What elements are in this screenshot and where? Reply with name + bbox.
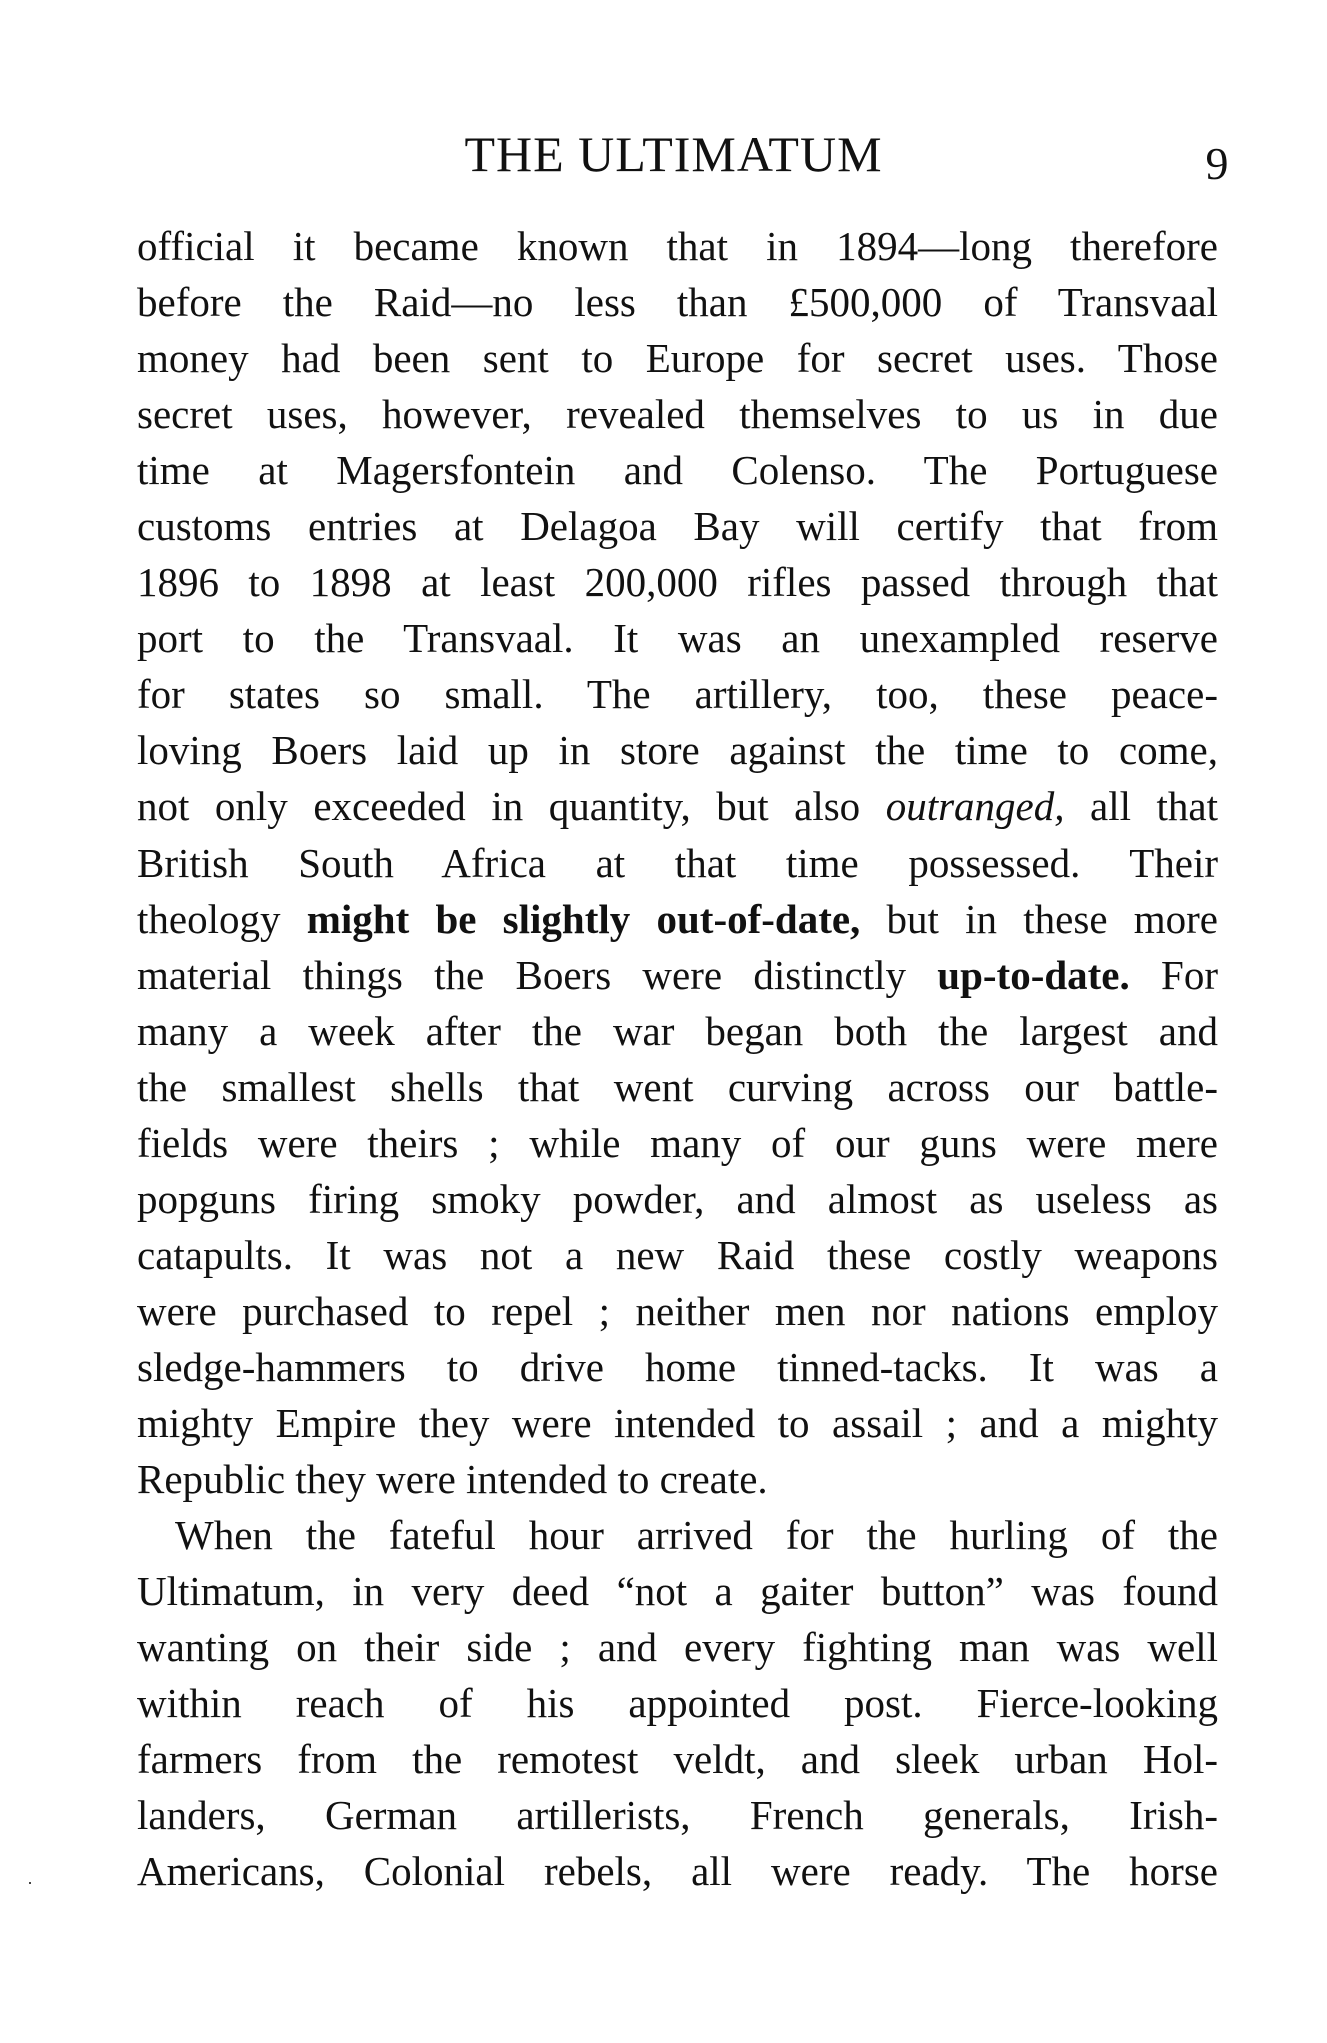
text-line: official it became known that in 1894—long therefore <box>137 223 1218 269</box>
text-line: port to the Transvaal. It was an unexampled reserve <box>137 615 1218 662</box>
text-line: money had been sent to Europe for secret uses. Those <box>137 335 1218 382</box>
text-line: within reach of his appointed post. Fierce-looking <box>137 1680 1218 1727</box>
text-line: fields were theirs ; while many of our guns were mere <box>137 1119 1218 1166</box>
body-text <box>137 218 1218 1899</box>
text-segment: material things the Boers were distinctly <box>137 951 938 998</box>
bold-print-artifact: up-to-date. <box>937 951 1130 998</box>
text-line: landers, German artillerists, French generals, Irish- <box>137 1792 1218 1839</box>
text-line: were purchased to repel ; neither men nor nations employ <box>137 1287 1218 1334</box>
text-line: time at Magersfontein and Colenso. The Portuguese <box>137 447 1218 494</box>
text-line: customs entries at Delagoa Bay will certify that from <box>137 503 1218 550</box>
text-line: Americans, Colonial rebels, all were ready. The horse <box>137 1848 1218 1895</box>
text-line: Republic they were intended to create. <box>137 1456 768 1503</box>
text-line: Ultimatum, in very deed “not a gaiter button” was found <box>137 1568 1218 1615</box>
text-line: 1896 to 1898 at least 200,000 rifles passed through that <box>137 559 1218 606</box>
bold-print-artifact: might be slightly out-of-date, <box>306 895 861 942</box>
text-segment: but in these more <box>860 895 1218 942</box>
text-line: British South Africa at that time possessed. Their <box>137 839 1218 886</box>
text-line: many a week after the war began both the largest and <box>137 1007 1218 1054</box>
text-segment: For <box>1129 951 1218 998</box>
text-line: loving Boers laid up in store against the time to come, <box>137 727 1218 774</box>
page-number: 9 <box>1205 138 1229 189</box>
text-segment: all that <box>1064 783 1218 830</box>
text-line: popguns firing smoky powder, and almost as useless as <box>137 1175 1218 1222</box>
text-line: wanting on their side ; and every fighting man was well <box>137 1624 1218 1671</box>
text-line-with-bold <box>137 891 1218 947</box>
paragraph-1 <box>137 218 1218 1507</box>
text-line: before the Raid—no less than £500,000 of Transvaal <box>137 279 1218 326</box>
italic-emphasis: outranged, <box>885 783 1065 830</box>
text-segment: theology <box>137 895 307 942</box>
paragraph-2 <box>137 1507 1218 1899</box>
text-line-with-bold <box>137 947 1218 1003</box>
running-head-title: THE ULTIMATUM <box>464 126 883 182</box>
text-line: farmers from the remotest veldt, and sleek urban Hol- <box>137 1736 1218 1783</box>
text-line: sledge-hammers to drive home tinned-tacks. It was a <box>137 1343 1218 1390</box>
text-line: catapults. It was not a new Raid these costly weapons <box>137 1231 1218 1278</box>
text-line: secret uses, however, revealed themselves to us in due <box>137 391 1218 438</box>
text-line: mighty Empire they were intended to assail ; and a mighty <box>137 1399 1218 1446</box>
text-line: for states so small. The artillery, too, these peace- <box>137 671 1218 718</box>
text-line-indented: When the fateful hour arrived for the hurling of the <box>175 1512 1218 1559</box>
text-line-with-italic <box>137 778 1218 834</box>
text-segment: not only exceeded in quantity, but also <box>137 783 886 830</box>
text-line: the smallest shells that went curving across our battle- <box>137 1063 1218 1110</box>
scan-speck <box>29 1882 31 1884</box>
